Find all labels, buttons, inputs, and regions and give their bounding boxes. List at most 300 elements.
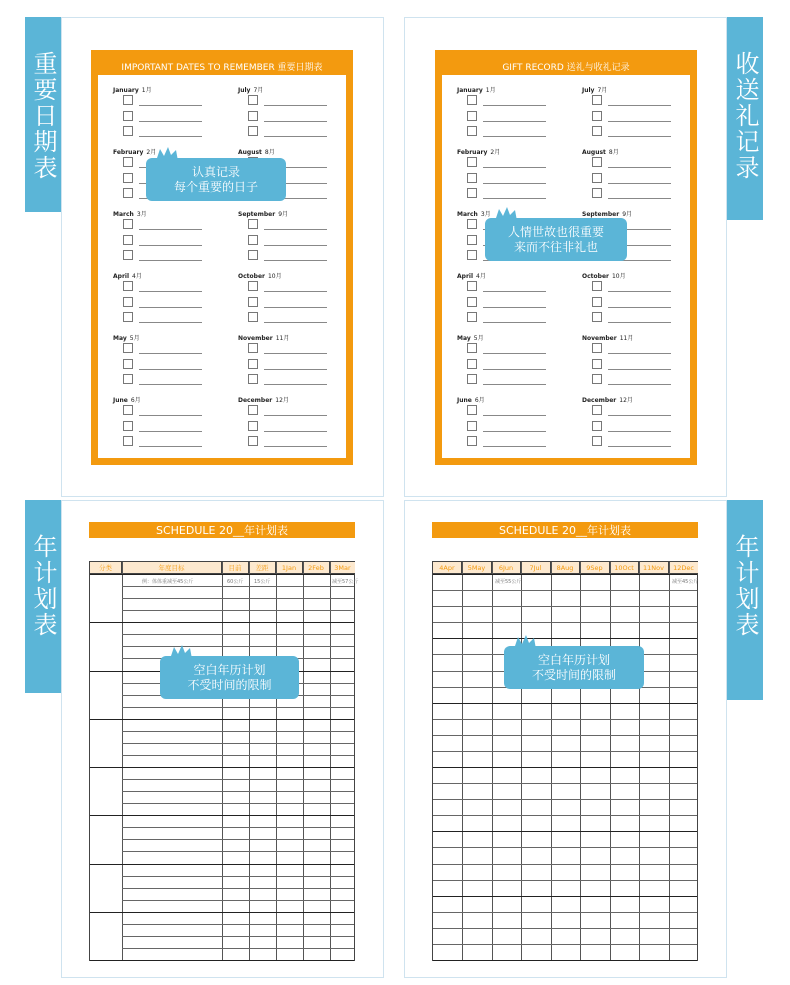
checkbox[interactable] xyxy=(123,436,133,446)
entry-row xyxy=(113,343,223,359)
entry-row xyxy=(238,111,348,127)
entry-row xyxy=(238,219,348,235)
checkbox[interactable] xyxy=(123,343,133,353)
month-name-zh: 8月 xyxy=(608,149,619,156)
write-line[interactable] xyxy=(608,121,671,122)
write-line[interactable] xyxy=(264,260,327,261)
entry-row xyxy=(457,126,567,142)
checkbox[interactable] xyxy=(467,188,477,198)
write-line[interactable] xyxy=(264,369,327,370)
grid-line xyxy=(90,719,354,720)
checkbox[interactable] xyxy=(123,188,133,198)
column-header: 目前 xyxy=(222,562,249,574)
write-line[interactable] xyxy=(483,322,546,323)
month-block xyxy=(238,86,348,142)
checkbox[interactable] xyxy=(592,157,602,167)
grid-line xyxy=(433,574,697,575)
month-block xyxy=(113,334,223,390)
grid-line xyxy=(90,864,354,865)
entry-row xyxy=(238,281,348,297)
entry-row xyxy=(113,405,223,421)
write-line[interactable] xyxy=(483,353,546,354)
grid-line xyxy=(122,634,354,635)
grid-line xyxy=(122,936,354,937)
month-name-zh: 3月 xyxy=(136,211,147,218)
gift-record-tab[interactable] xyxy=(727,17,763,220)
write-line[interactable] xyxy=(139,446,202,447)
write-line[interactable] xyxy=(264,353,327,354)
bubble-line-2: 来而不往非礼也 xyxy=(513,239,598,254)
checkbox[interactable] xyxy=(467,312,477,322)
month-name-zh: 5月 xyxy=(473,335,484,342)
checkbox[interactable] xyxy=(248,405,258,415)
entry-row xyxy=(113,235,223,251)
month-label xyxy=(582,396,692,405)
bubble-line-1: 空白年历计划 xyxy=(537,652,610,667)
month-name-zh: 4月 xyxy=(476,273,486,280)
entry-row xyxy=(113,436,223,452)
grid-line xyxy=(433,815,697,816)
month-name-en: February xyxy=(113,149,144,156)
schedule-right-tab-label: 年计划表 xyxy=(731,534,759,638)
checkbox[interactable] xyxy=(467,126,477,136)
checkbox[interactable] xyxy=(592,281,602,291)
write-line[interactable] xyxy=(264,446,327,447)
important-dates-tab-label: 重要日期表 xyxy=(29,51,57,181)
checkbox[interactable] xyxy=(123,173,133,183)
month-name-zh: 9月 xyxy=(278,211,289,218)
checkbox[interactable] xyxy=(467,111,477,121)
bubble-line-1: 人情世故也很重要 xyxy=(507,224,604,239)
write-line[interactable] xyxy=(608,415,671,416)
grid-line xyxy=(122,924,354,925)
entry-row xyxy=(457,436,567,452)
month-label xyxy=(113,334,223,343)
entry-row xyxy=(582,312,692,328)
month-name-en: October xyxy=(582,273,609,280)
month-label xyxy=(238,334,348,343)
checkbox[interactable] xyxy=(123,312,133,322)
grid-line xyxy=(90,574,354,575)
write-line[interactable] xyxy=(483,136,546,137)
write-line[interactable] xyxy=(608,167,671,168)
entry-row xyxy=(582,111,692,127)
checkbox[interactable] xyxy=(123,405,133,415)
write-line[interactable] xyxy=(264,121,327,122)
checkbox[interactable] xyxy=(592,297,602,307)
bubble-line-2: 不受时间的限制 xyxy=(187,677,272,692)
entry-row xyxy=(113,297,223,313)
schedule-right-bubble xyxy=(504,646,644,689)
checkbox[interactable] xyxy=(467,219,477,229)
important-dates-bubble xyxy=(146,158,286,201)
write-line[interactable] xyxy=(139,136,202,137)
column-header: 差距 xyxy=(249,562,276,574)
gift-record-title: GIFT RECORD 送礼与收礼记录 xyxy=(442,57,690,75)
write-line[interactable] xyxy=(483,446,546,447)
month-name-en: January xyxy=(457,87,483,94)
write-line[interactable] xyxy=(608,307,671,308)
checkbox[interactable] xyxy=(123,111,133,121)
checkbox[interactable] xyxy=(467,281,477,291)
checkbox[interactable] xyxy=(592,359,602,369)
entry-row xyxy=(113,111,223,127)
entry-row xyxy=(582,297,692,313)
month-name-zh: 9月 xyxy=(622,211,633,218)
grid-line xyxy=(90,912,354,913)
grid-line xyxy=(433,719,697,720)
month-name-zh: 11月 xyxy=(275,335,290,342)
grid-line xyxy=(433,638,697,639)
grid-line xyxy=(122,598,354,599)
schedule-left-bubble xyxy=(160,656,299,699)
checkbox[interactable] xyxy=(592,405,602,415)
checkbox[interactable] xyxy=(467,343,477,353)
checkbox[interactable] xyxy=(248,374,258,384)
entry-row xyxy=(457,95,567,111)
schedule-right-tab[interactable] xyxy=(727,500,763,700)
write-line[interactable] xyxy=(608,369,671,370)
checkbox[interactable] xyxy=(123,219,133,229)
month-name-en: June xyxy=(457,397,472,404)
month-block xyxy=(582,334,692,390)
write-line[interactable] xyxy=(139,307,202,308)
month-name-zh: 3月 xyxy=(480,211,491,218)
entry-row xyxy=(113,359,223,375)
checkbox[interactable] xyxy=(248,219,258,229)
column-header: 12Dec xyxy=(669,562,698,574)
column-header: 5May xyxy=(462,562,492,574)
month-label xyxy=(582,272,692,281)
write-line[interactable] xyxy=(139,121,202,122)
entry-row xyxy=(457,188,567,204)
example-jun: 减至55公斤 xyxy=(495,579,522,585)
write-line[interactable] xyxy=(264,415,327,416)
write-line[interactable] xyxy=(139,384,202,385)
write-line[interactable] xyxy=(608,183,671,184)
write-line[interactable] xyxy=(608,136,671,137)
write-line[interactable] xyxy=(608,322,671,323)
write-line[interactable] xyxy=(608,431,671,432)
write-line[interactable] xyxy=(264,105,327,106)
checkbox[interactable] xyxy=(467,436,477,446)
checkbox[interactable] xyxy=(592,421,602,431)
column-header: 4Apr xyxy=(433,562,462,574)
month-name-en: December xyxy=(582,397,617,404)
column-header: 2Feb xyxy=(303,562,330,574)
grid-line xyxy=(90,815,354,816)
checkbox[interactable] xyxy=(123,250,133,260)
write-line[interactable] xyxy=(608,384,671,385)
schedule-left-tab[interactable] xyxy=(25,500,61,693)
write-line[interactable] xyxy=(483,369,546,370)
write-line[interactable] xyxy=(264,136,327,137)
month-name-en: May xyxy=(457,335,471,342)
month-label xyxy=(457,272,567,281)
entry-row xyxy=(238,297,348,313)
checkbox[interactable] xyxy=(248,111,258,121)
month-name-zh: 8月 xyxy=(264,149,275,156)
schedule-left-tab-label: 年计划表 xyxy=(29,534,57,638)
write-line[interactable] xyxy=(483,307,546,308)
entry-row xyxy=(238,359,348,375)
month-label xyxy=(582,86,692,95)
checkbox[interactable] xyxy=(592,95,602,105)
entry-row xyxy=(457,297,567,313)
checkbox[interactable] xyxy=(467,235,477,245)
month-name-en: May xyxy=(113,335,127,342)
checkbox[interactable] xyxy=(467,157,477,167)
write-line[interactable] xyxy=(264,384,327,385)
write-line[interactable] xyxy=(483,121,546,122)
checkbox[interactable] xyxy=(592,312,602,322)
checkbox[interactable] xyxy=(592,188,602,198)
checkbox[interactable] xyxy=(248,95,258,105)
checkbox[interactable] xyxy=(467,250,477,260)
month-label xyxy=(582,148,692,157)
month-name-zh: 12月 xyxy=(619,397,633,404)
write-line[interactable] xyxy=(139,291,202,292)
checkbox[interactable] xyxy=(592,436,602,446)
checkbox[interactable] xyxy=(467,297,477,307)
grid-line xyxy=(433,880,697,881)
checkbox[interactable] xyxy=(592,173,602,183)
month-name-en: February xyxy=(457,149,488,156)
grid-line xyxy=(433,767,697,768)
grid-line xyxy=(122,743,354,744)
grid-line xyxy=(433,960,697,961)
checkbox[interactable] xyxy=(123,359,133,369)
month-name-en: November xyxy=(582,335,617,342)
month-block xyxy=(113,210,223,266)
grid-line xyxy=(433,944,697,945)
month-name-en: April xyxy=(113,273,130,280)
entry-row xyxy=(113,374,223,390)
write-line[interactable] xyxy=(139,229,202,230)
entry-row xyxy=(582,374,692,390)
checkbox[interactable] xyxy=(123,297,133,307)
grid-line xyxy=(90,960,354,961)
grid-line xyxy=(122,791,354,792)
month-block xyxy=(457,86,567,142)
write-line[interactable] xyxy=(139,369,202,370)
month-label xyxy=(238,272,348,281)
checkbox[interactable] xyxy=(592,374,602,384)
write-line[interactable] xyxy=(483,431,546,432)
checkbox[interactable] xyxy=(123,126,133,136)
entry-row xyxy=(582,436,692,452)
checkbox[interactable] xyxy=(248,436,258,446)
month-name-zh: 6月 xyxy=(474,397,485,404)
write-line[interactable] xyxy=(264,431,327,432)
bubble-spike-icon xyxy=(170,645,192,659)
month-name-zh: 7月 xyxy=(253,87,264,94)
grid-line xyxy=(122,779,354,780)
month-label xyxy=(113,396,223,405)
important-dates-tab[interactable] xyxy=(25,17,61,212)
entry-row xyxy=(113,421,223,437)
entry-row xyxy=(457,359,567,375)
column-header: 11Nov xyxy=(639,562,669,574)
month-name-zh: 11月 xyxy=(619,335,634,342)
month-block xyxy=(238,334,348,390)
month-name-en: December xyxy=(238,397,273,404)
write-line[interactable] xyxy=(483,183,546,184)
write-line[interactable] xyxy=(608,446,671,447)
checkbox[interactable] xyxy=(467,173,477,183)
month-label xyxy=(238,148,348,157)
month-label xyxy=(457,334,567,343)
write-line[interactable] xyxy=(139,105,202,106)
write-line[interactable] xyxy=(483,384,546,385)
gift-record-bubble xyxy=(485,218,627,261)
month-label xyxy=(238,396,348,405)
column-header: 年度目标 xyxy=(122,562,222,574)
grid-line xyxy=(122,646,354,647)
entry-row xyxy=(238,405,348,421)
month-name-zh: 10月 xyxy=(611,273,626,280)
month-block xyxy=(582,148,692,204)
write-line[interactable] xyxy=(139,353,202,354)
checkbox[interactable] xyxy=(248,126,258,136)
checkbox[interactable] xyxy=(592,343,602,353)
write-line[interactable] xyxy=(608,353,671,354)
entry-row xyxy=(457,374,567,390)
grid-line xyxy=(122,948,354,949)
month-name-en: July xyxy=(582,87,595,94)
entry-row xyxy=(457,281,567,297)
grid-line xyxy=(122,876,354,877)
month-name-en: November xyxy=(238,335,273,342)
checkbox[interactable] xyxy=(592,111,602,121)
write-line[interactable] xyxy=(483,167,546,168)
checkbox[interactable] xyxy=(467,95,477,105)
schedule-right-title: SCHEDULE 20__年计划表 xyxy=(432,522,698,538)
checkbox[interactable] xyxy=(123,281,133,291)
entry-row xyxy=(113,126,223,142)
write-line[interactable] xyxy=(483,291,546,292)
grid-line xyxy=(433,847,697,848)
column-header: 10Oct xyxy=(610,562,639,574)
column-header: 7Jul xyxy=(521,562,551,574)
month-name-zh: 6月 xyxy=(130,397,141,404)
entry-row xyxy=(582,281,692,297)
write-line[interactable] xyxy=(264,291,327,292)
checkbox[interactable] xyxy=(123,235,133,245)
checkbox[interactable] xyxy=(123,95,133,105)
month-name-en: April xyxy=(457,273,474,280)
grid-line xyxy=(122,586,354,587)
month-label xyxy=(457,86,567,95)
write-line[interactable] xyxy=(608,291,671,292)
write-line[interactable] xyxy=(264,322,327,323)
write-line[interactable] xyxy=(483,415,546,416)
checkbox[interactable] xyxy=(123,374,133,384)
entry-row xyxy=(238,235,348,251)
checkbox[interactable] xyxy=(248,235,258,245)
checkbox[interactable] xyxy=(248,359,258,369)
month-name-zh: 4月 xyxy=(132,273,142,280)
write-line[interactable] xyxy=(483,105,546,106)
write-line[interactable] xyxy=(139,431,202,432)
checkbox[interactable] xyxy=(123,421,133,431)
write-line[interactable] xyxy=(264,229,327,230)
checkbox[interactable] xyxy=(248,343,258,353)
entry-row xyxy=(113,250,223,266)
write-line[interactable] xyxy=(608,198,671,199)
write-line[interactable] xyxy=(139,260,202,261)
checkbox[interactable] xyxy=(248,312,258,322)
checkbox[interactable] xyxy=(592,126,602,136)
column-header: 8Aug xyxy=(551,562,580,574)
bubble-line-2: 每个重要的日子 xyxy=(173,179,258,194)
write-line[interactable] xyxy=(139,245,202,246)
month-name-zh: 7月 xyxy=(597,87,608,94)
month-block xyxy=(582,86,692,142)
month-block xyxy=(113,86,223,142)
entry-row xyxy=(113,219,223,235)
month-block xyxy=(582,396,692,452)
grid-line xyxy=(433,864,697,865)
grid-line xyxy=(122,851,354,852)
month-block xyxy=(582,272,692,328)
checkbox[interactable] xyxy=(248,281,258,291)
checkbox[interactable] xyxy=(467,374,477,384)
write-line[interactable] xyxy=(483,198,546,199)
month-name-en: July xyxy=(238,87,251,94)
checkbox[interactable] xyxy=(248,297,258,307)
checkbox[interactable] xyxy=(248,421,258,431)
bubble-spike-icon xyxy=(495,207,517,221)
grid-line xyxy=(122,827,354,828)
month-label xyxy=(457,148,567,157)
month-label xyxy=(113,86,223,95)
checkbox[interactable] xyxy=(467,405,477,415)
grid-line xyxy=(433,622,697,623)
month-name-en: March xyxy=(113,211,134,218)
month-name-en: August xyxy=(238,149,262,156)
month-label xyxy=(457,396,567,405)
entry-row xyxy=(457,312,567,328)
write-line[interactable] xyxy=(264,307,327,308)
grid-line xyxy=(122,888,354,889)
write-line[interactable] xyxy=(139,415,202,416)
write-line[interactable] xyxy=(139,322,202,323)
write-line[interactable] xyxy=(608,105,671,106)
important-dates-title: IMPORTANT DATES TO REMEMBER 重要日期表 xyxy=(98,57,346,75)
month-block xyxy=(457,334,567,390)
month-label xyxy=(113,210,223,219)
entry-row xyxy=(238,126,348,142)
checkbox[interactable] xyxy=(467,421,477,431)
column-header: 分类 xyxy=(90,562,122,574)
month-name-zh: 2月 xyxy=(146,149,157,156)
grid-line xyxy=(433,928,697,929)
entry-row xyxy=(582,173,692,189)
entry-row xyxy=(238,250,348,266)
entry-row xyxy=(457,405,567,421)
month-name-en: September xyxy=(238,211,276,218)
checkbox[interactable] xyxy=(467,359,477,369)
checkbox[interactable] xyxy=(248,250,258,260)
grid-line xyxy=(122,900,354,901)
checkbox[interactable] xyxy=(123,157,133,167)
entry-row xyxy=(457,343,567,359)
grid-line xyxy=(122,707,354,708)
month-label xyxy=(238,86,348,95)
write-line[interactable] xyxy=(264,245,327,246)
month-block xyxy=(457,148,567,204)
